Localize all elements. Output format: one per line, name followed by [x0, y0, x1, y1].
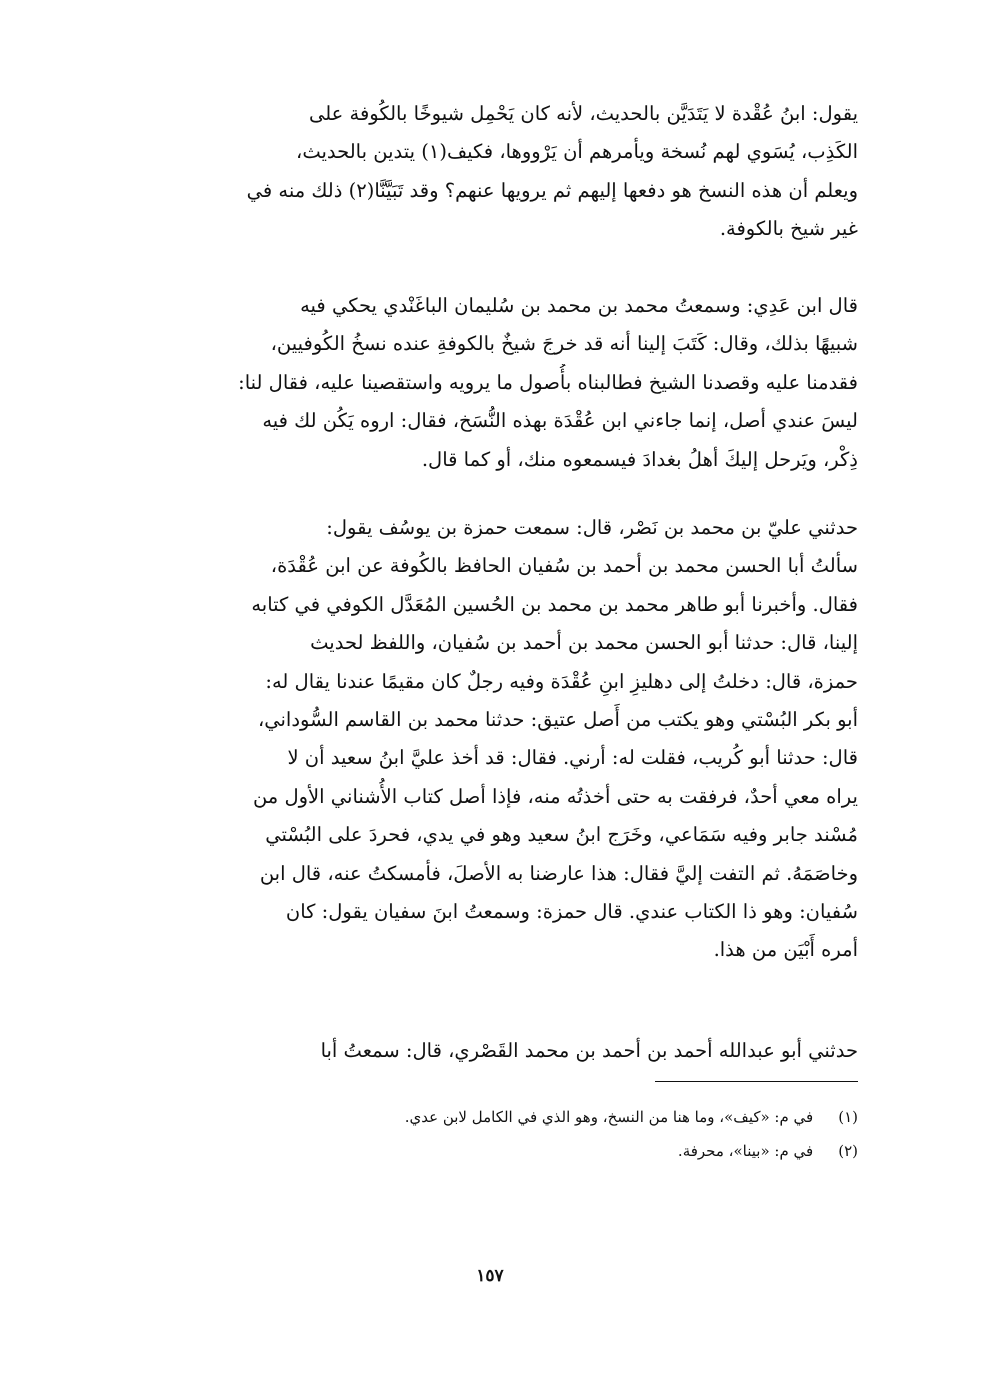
text-line: غير شيخ بالكوفة. [719, 217, 858, 241]
text-line: الكَذِب، يُسَوي لهم نُسخة ويأمرهم أن يَرْووها، فكيف(١) يتدين بالحديث، [296, 140, 858, 164]
text-line: فقال. وأخبرنا أبو طاهر محمد بن محمد بن الحُسين المُعَدَّل الكوفي في كتابه [251, 592, 858, 616]
text-line: شبيهًا بذلك، وقال: كَتَبَ إلينا أنه قد خرجَ شيخٌ بالكوفةِ عنده نسخُ الكُوفيين، [270, 332, 858, 356]
paragraph-2 [128, 287, 858, 479]
text-line: يقول: ابنُ عُقْدة لا يَتَدَيَّن بالحديث، لأنه كان يَحْمِل شيوخًا بالكُوفة على [308, 102, 858, 125]
text-line: ذِكْر، ويَرحل إليكَ أهلُ بغدادَ فيسمعوه منك، أو كما قال. [421, 447, 858, 471]
text-line: أمره أَبْيَن من هذا. [713, 938, 858, 962]
text-line: وخاصَمَهُ. ثم التفت إليَّ فقال: هذا عارضنا به الأصلَ، فأمسكتُ عنه، قال ابن [259, 861, 858, 885]
text-line: ليسَ عندي أصل، إنما جاءني ابن عُقْدَة بهذه النُّسَخ، فقال: اروه يَكُن لك فيه [262, 409, 858, 433]
text-line: ويعلم أن هذه النسخ هو دفعها إليهم ثم يرويها عنهم؟ وقد تَبَيَّنَّا(٢) ذلك منه في [246, 178, 858, 202]
text-line: حمزة، قال: دخلتُ إلى دهليزِ ابنِ عُقْدَة وفيه رجلٌ كان مقيمًا عندنا يقال له: [265, 669, 858, 693]
text-line: قال: حدثنا أبو كُريب، فقلت له: أرني. فقال: قد أخذ عليَّ ابنُ سعيد أن لا [287, 746, 858, 770]
text-line: سألتُ أبا الحسن محمد بن أحمد بن سُفيان الحافظ بالكُوفة عن ابن عُقْدَة، [270, 554, 858, 578]
footnote-1 [128, 1100, 858, 1134]
text-line: حدثني عليّ بن محمد بن نَصْر، قال: سمعت حمزة بن يوسُف يقول: [326, 516, 858, 539]
text-line: قال ابن عَدِي: وسمعتُ محمد بن محمد بن سُليمان الباغَنْدي يحكي فيه [300, 294, 858, 317]
footnote-number: (٢) [838, 1142, 858, 1160]
footnote-text: في م: «بينا»، محرفة. [677, 1142, 814, 1160]
text-line: مُسْند جابر وفيه سَمَاعي، وخَرَج ابنُ سعيد وهو في يدي، فحردَ على البُسْتي [265, 823, 858, 847]
paragraph-4 [128, 1032, 858, 1070]
text-line: يراه معي أحدٌ، فرفقت به حتى أخذتُه منه، فإذا أصل كتاب الأُشناني الأول من [252, 784, 858, 808]
text-line: سُفيان: وهو ذا الكتاب عندي. قال حمزة: وسمعتُ ابنَ سفيان يقول: كان [285, 900, 858, 924]
text-line: أبو بكر البُسْتي وهو يكتب من أَصل عتيق: حدثنا محمد بن القاسم السُّوداني، [257, 708, 858, 732]
text-line: حدثني أبو عبدالله أحمد بن أحمد بن محمد القَصْري، قال: سمعتُ أبا [320, 1039, 858, 1062]
paragraph-3 [128, 509, 858, 970]
footnote-number: (١) [838, 1108, 858, 1126]
page-number: ١٥٧ [476, 1266, 504, 1286]
text-line: إلينا، قال: حدثنا أبو الحسن محمد بن أحمد بن سُفيان، واللفظ لحديث [310, 631, 858, 655]
footnote-text: في م: «كيف»، وما هنا من النسخ، وهو الذي في الكامل لابن عدي. [404, 1108, 814, 1126]
paragraph-1 [128, 95, 858, 249]
footnotes [128, 1100, 858, 1168]
footnote-separator [655, 1081, 858, 1082]
text-line: فقدمنا عليه وقصدنا الشيخ فطالبناه بأُصول ما يرويه واستقصينا عليه، فقال لنا: [238, 370, 858, 394]
footnote-2 [128, 1134, 858, 1168]
